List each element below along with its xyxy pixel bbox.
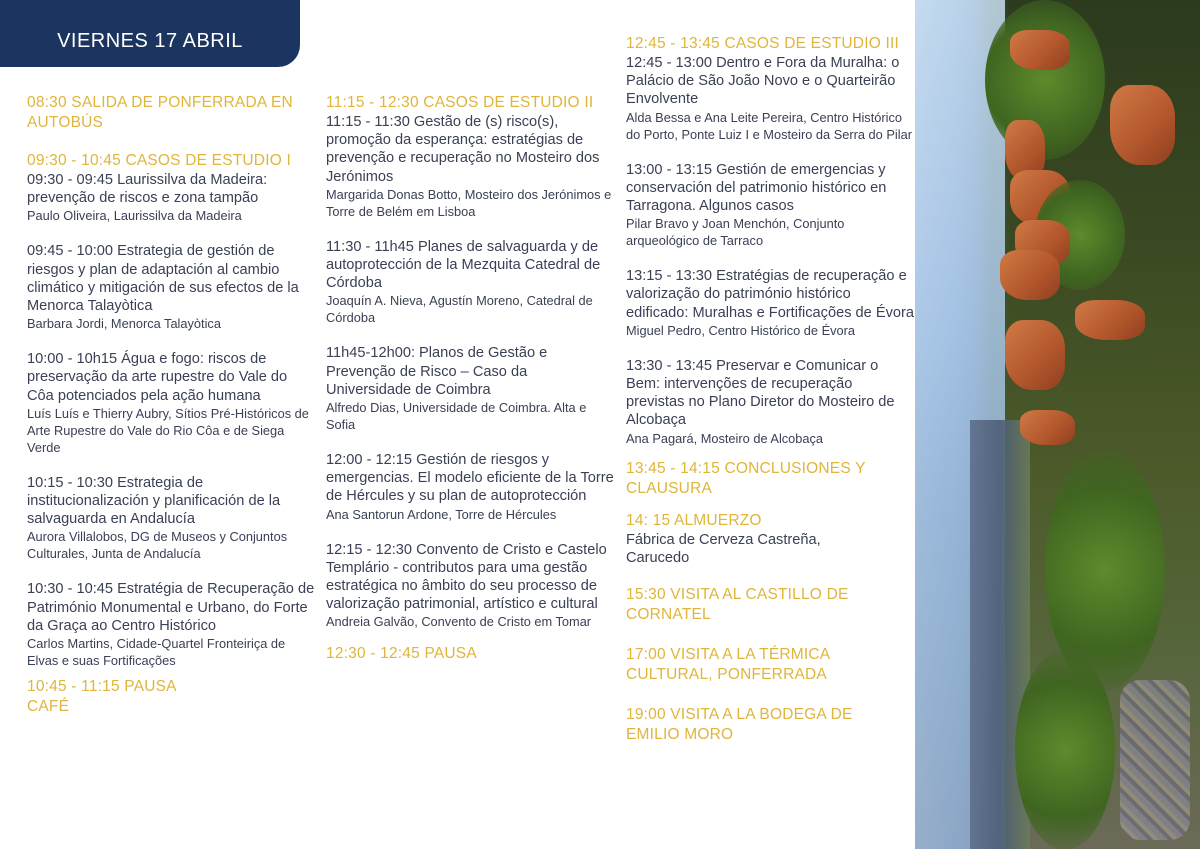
block-heading: 15:30 VISITA AL CASTILLO DE CORNATEL [626,586,849,624]
schedule-column-2 [326,93,616,682]
talk-speaker: Paulo Oliveira, Laurissilva da Madeira [27,208,242,224]
talk-speaker: Margarida Donas Botto, Mosteiro dos Jerónimos e Torre de Belém em Lisboa [326,186,612,219]
talk-title: 13:30 - 13:45 Preservar e Comunicar o Bem: intervenções de recuperação previstas no Plano Diretor do Mosteiro de Alcobaça [626,357,895,429]
schedule-block-lunch [626,511,914,567]
schedule-block [27,93,317,133]
photo-red-rock [1110,85,1175,165]
talk-speaker: Miguel Pedro, Centro Histórico de Évora [626,322,856,338]
schedule-block-case-studies-1 [27,151,317,669]
landscape-photo [915,0,1200,849]
photo-red-rock [1020,410,1075,445]
day-title: VIERNES 17 ABRIL [57,30,243,52]
talk-title: 11:15 - 11:30 Gestão de (s) risco(s), promoção da esperança: estratégias de prevenção e recuperação no Mosteiro dos Jerónimos [326,114,600,185]
talk-item [626,161,914,250]
day-header-banner [0,0,300,67]
talk-speaker: Andreia Galvão, Convento de Cristo em Tomar [326,614,592,630]
schedule-block-visit-bodega [626,705,914,745]
talk-item [626,267,914,339]
lunch-location: Fábrica de Cerveza Castreña, Carucedo [626,531,821,566]
talk-speaker: Ana Pagará, Mosteiro de Alcobaça [626,430,824,446]
schedule-block-case-studies-2 [326,93,616,630]
block-heading: 11:15 - 12:30 CASOS DE ESTUDIO II [326,94,594,111]
schedule-column-1 [27,93,317,735]
schedule-block-visit-termica [626,645,914,685]
talk-speaker: Carlos Martins, Cidade-Quartel Fronteiriça de Elvas e suas Fortificações [27,636,286,669]
block-heading: 10:45 - 11:15 PAUSA CAFÉ [27,678,176,716]
block-heading: 09:30 - 10:45 CASOS DE ESTUDIO I [27,152,291,169]
talk-item [326,344,616,433]
talk-item [27,474,317,563]
talk-speaker: Ana Santorun Ardone, Torre de Hércules [326,506,557,522]
talk-item [626,54,914,143]
block-heading: 14: 15 ALMUERZO [626,511,762,529]
schedule-block-visit-cornatel [626,585,914,625]
photo-red-rock [1000,250,1060,300]
photo-red-rock [1005,320,1065,390]
talk-title: 09:45 - 10:00 Estrategia de gestión de riesgos y plan de adaptación al cambio climático y mitigación de sus efectos de la Menorca Talayòtica [27,243,299,315]
talk-item [326,451,616,523]
talk-title: 09:30 - 09:45 Laurissilva da Madeira: prevenção de riscos e zona tampão [27,172,268,207]
schedule-block-closing [626,459,914,499]
schedule-column-3 [626,34,914,763]
talk-speaker: Aurora Villalobos, DG de Museos y Conjuntos Culturales, Junta de Andalucía [27,529,288,562]
block-heading: 19:00 VISITA A LA BODEGA DE EMILIO MORO [626,706,853,744]
talk-item [326,541,616,631]
block-heading: 12:45 - 13:45 CASOS DE ESTUDIO III [626,35,899,52]
talk-item [27,580,317,669]
schedule-block-case-studies-3 [626,34,914,447]
photo-village [1120,680,1190,840]
talk-title: 10:15 - 10:30 Estrategia de institucionalización y planificación de la salvaguarda en Andalucía [27,474,281,528]
talk-title: 13:00 - 13:15 Gestión de emergencias y conservación del patrimonio histórico en Tarragona. Algunos casos [626,161,887,215]
talk-item [27,242,317,332]
talk-item [626,357,914,447]
talk-title: 12:00 - 12:15 Gestión de riesgos y emergencias. El modelo eficiente de la Torre de Hércules y su plan de autoprotección [326,452,614,505]
talk-speaker: Joaquín A. Nieva, Agustín Moreno, Catedral de Córdoba [326,293,593,326]
talk-item [326,238,616,327]
schedule-block-coffee-break [27,677,317,717]
talk-title: 10:30 - 10:45 Estratégia de Recuperação de Património Monumental e Urbano, do Forte da Graça ao Centro Histórico [27,581,315,634]
talk-title: 11:30 - 11h45 Planes de salvaguarda y de autoprotección de la Mezquita Catedral de Córdoba [326,238,601,292]
talk-speaker: Alda Bessa e Ana Leite Pereira, Centro Histórico do Porto, Ponte Luiz I e Mosteiro da Serra do Pilar [626,109,912,142]
talk-speaker: Luís Luís e Thierry Aubry, Sítios Pré-Históricos de Arte Rupestre do Vale do Rio Côa e de Siega Verde [27,405,309,455]
block-heading: 12:30 - 12:45 PAUSA [326,645,477,663]
block-heading: 17:00 VISITA A LA TÉRMICA CULTURAL, PONFERRADA [626,646,830,684]
photo-red-rock [1010,30,1070,70]
block-heading: 13:45 - 14:15 CONCLUSIONES Y CLAUSURA [626,459,866,497]
talk-item [27,350,317,456]
talk-title: 12:15 - 12:30 Convento de Cristo e Castelo Templário - contributos para uma gestão estratégica no âmbito do seu processo de valorização patrimonial, artístico e cultural [326,541,607,613]
talk-title: 13:15 - 13:30 Estratégias de recuperação e valorização do património histórico edificado: Muralhas e Fortificações de Évora [626,268,914,321]
talk-item [326,113,616,220]
talk-speaker: Alfredo Dias, Universidade de Coimbra. Alta e Sofia [326,400,587,433]
talk-title: 10:00 - 10h15 Água e fogo: riscos de preservação da arte rupestre do Vale do Côa potenciados pela ação humana [27,351,288,404]
photo-vegetation [985,0,1105,160]
schedule-block-break [326,644,616,664]
photo-red-rock [1075,300,1145,340]
photo-vegetation [1015,650,1115,849]
talk-title: 11h45-12h00: Planos de Gestão e Prevenção de Risco – Caso da Universidade de Coimbra [326,345,548,398]
talk-item [27,171,317,224]
block-heading: 08:30 SALIDA DE PONFERRADA EN AUTOBÚS [27,94,293,131]
talk-title: 12:45 - 13:00 Dentro e Fora da Muralha: o Palácio de São João Novo e o Quarteirão Envolvente [626,55,900,108]
talk-speaker: Pilar Bravo y Joan Menchón, Conjunto arqueológico de Tarraco [626,216,845,249]
talk-speaker: Barbara Jordi, Menorca Talayòtica [27,316,221,332]
